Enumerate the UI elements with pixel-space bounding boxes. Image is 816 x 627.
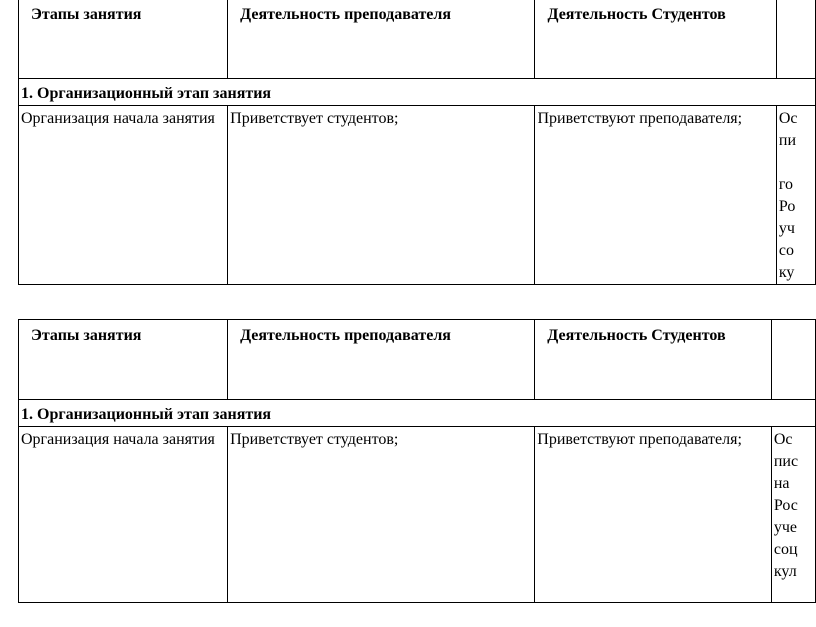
cell-extra: Ос пи го Ро уч со ку [776, 106, 815, 285]
header-row [19, 0, 816, 79]
header-extra [771, 320, 815, 400]
header-teacher-activity: Деятельность преподавателя [228, 320, 535, 400]
header-teacher-activity: Деятельность преподавателя [228, 0, 535, 79]
lesson-table-2 [18, 319, 816, 603]
stage-row [19, 79, 816, 106]
header-stages: Этапы занятия [19, 320, 228, 400]
cell-stage-name: Организация начала занятия [19, 106, 228, 285]
header-student-activity: Деятельность Студентов [535, 0, 776, 79]
cell-extra: Ос пис на Рос уче соц кул [771, 427, 815, 603]
table-row [19, 427, 816, 603]
table-row [19, 106, 816, 285]
stage-row [19, 400, 816, 427]
cell-teacher-activity: Приветствует студентов; [228, 427, 535, 603]
cell-teacher-activity: Приветствует студентов; [228, 106, 535, 285]
cell-stage-name: Организация начала занятия [19, 427, 228, 603]
lesson-table-1 [18, 0, 816, 285]
header-row [19, 320, 816, 400]
header-student-activity: Деятельность Студентов [535, 320, 772, 400]
cell-student-activity: Приветствуют преподавателя; [535, 106, 776, 285]
header-extra [776, 0, 815, 79]
cell-student-activity: Приветствуют преподавателя; [535, 427, 772, 603]
stage-title: 1. Организационный этап занятия [19, 79, 816, 106]
header-stages: Этапы занятия [19, 0, 228, 79]
stage-title: 1. Организационный этап занятия [19, 400, 816, 427]
